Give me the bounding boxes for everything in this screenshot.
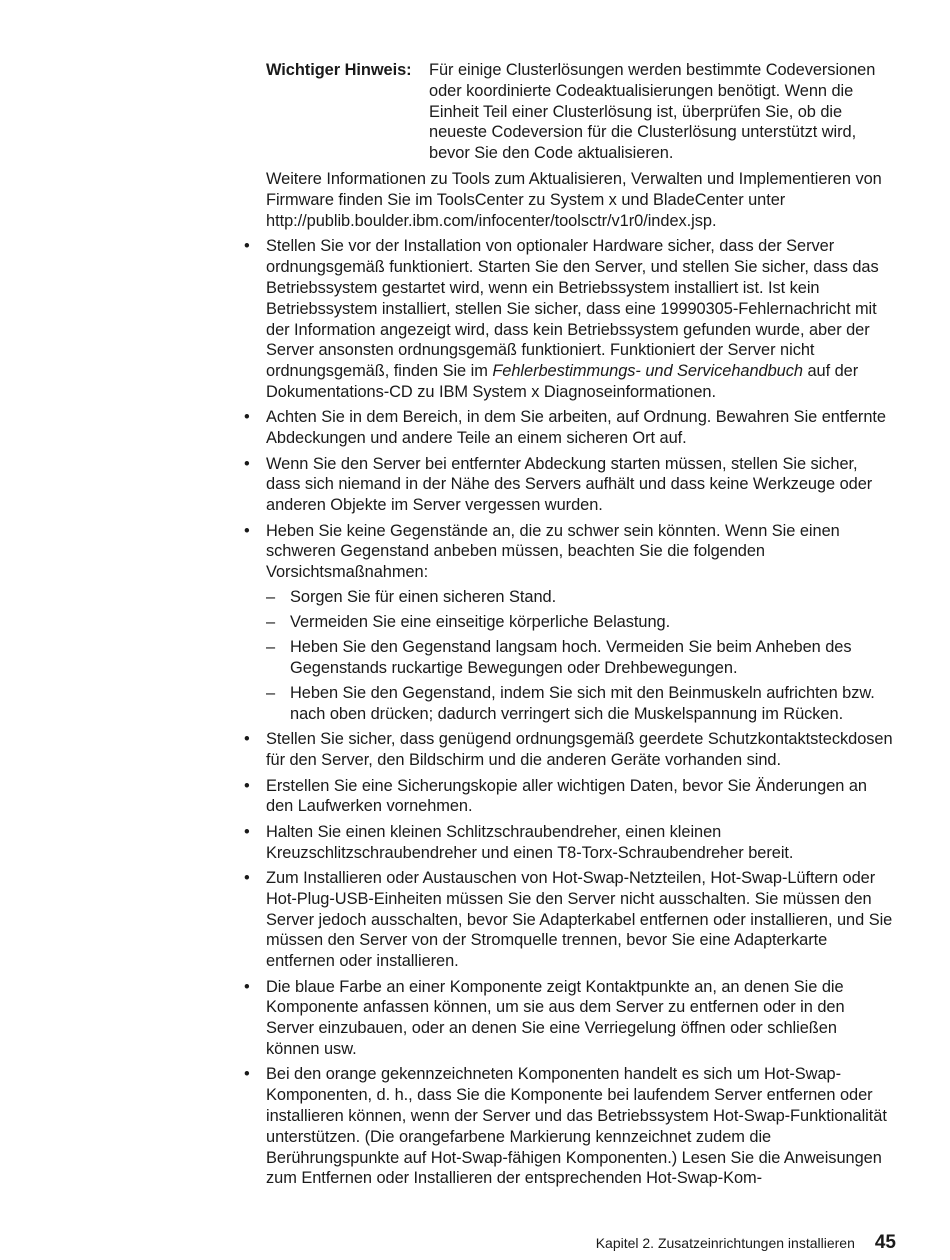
- list-item: • Stellen Sie sicher, dass genügend ordnungsgemäß geerdete Schutzkontaktsteckdosen für den Server, den Bildschirm und die anderen Geräte vorhanden sind.: [266, 729, 894, 771]
- page-body: [266, 60, 894, 1194]
- note-text: Für einige Clusterlösungen werden bestimmte Codeversionen oder koordinierte Codeaktualisierungen benötigt. Wenn die Einheit Teil einer Clusterlösung ist, überprüfen Sie, ob die neueste Codeversion für die Clusterlösung unterstützt wird, bevor Sie den Code aktualisieren.: [429, 61, 876, 163]
- sub-list-item: – Heben Sie den Gegenstand langsam hoch. Vermeiden Sie beim Anheben des Gegenstands ruckartige Bewegungen oder Drehbewegungen.: [290, 637, 894, 679]
- list-item: • Zum Installieren oder Austauschen von Hot-Swap-Netzteilen, Hot-Swap-Lüftern oder Hot-Plug-USB-Einheiten müssen Sie den Server nicht ausschalten. Sie müssen den Server jedoch ausschalten, bevor Sie Adapterkabel entfernen oder installieren, und Sie müssen den Server von der Stromquelle trennen, bevor Sie eine Adapterkarte entfernen oder installieren.: [266, 868, 894, 972]
- chapter-title: Kapitel 2. Zusatzeinrichtungen installieren: [595, 1235, 855, 1251]
- note-label: Wichtiger Hinweis:: [266, 61, 412, 79]
- sub-list-item: – Sorgen Sie für einen sicheren Stand.: [290, 587, 894, 608]
- item-text: Stellen Sie vor der Installation von optionaler Hardware sicher, dass der Server ordnungsgemäß funktioniert. Starten Sie den Server, und stellen Sie sicher, dass das Betriebssystem gestartet wird, wenn ein Betriebssystem installiert ist. Ist kein Betriebssystem installiert, stellen Sie sicher, dass eine 19990305-Fehlernachricht mit der Information angezeigt wird, dass kein Betriebssystem gefunden wurde, aber der Server ansonsten ordnungsgemäß funktioniert. Funktioniert der Server nicht ordnungsgemäß, finden Sie im: [266, 237, 879, 381]
- list-item: • Wenn Sie den Server bei entfernter Abdeckung starten müssen, stellen Sie sicher, dass sich niemand in der Nähe des Servers aufhält und dass keine Werkzeuge oder anderen Objekte im Server vergessen wurden.: [266, 454, 894, 516]
- sub-list-item: – Vermeiden Sie eine einseitige körperliche Belastung.: [290, 612, 894, 633]
- prerequisite-list: [266, 236, 894, 1189]
- page-number: 45: [874, 1232, 896, 1253]
- list-item: • Halten Sie einen kleinen Schlitzschraubendreher, einen kleinen Kreuzschlitzschraubendreher und einen T8-Torx-Schraubendreher bereit.: [266, 822, 894, 864]
- list-item: [266, 236, 894, 402]
- list-item: • Achten Sie in dem Bereich, in dem Sie arbeiten, auf Ordnung. Bewahren Sie entfernte Abdeckungen und andere Teile an einem sicheren Ort auf.: [266, 407, 894, 449]
- list-item: • Bei den orange gekennzeichneten Komponenten handelt es sich um Hot-Swap-Komponenten, d. h., dass Sie die Komponente bei laufendem Server entfernen oder installieren können, wenn der Server und das Betriebssystem Hot-Swap-Funktionalität unterstützen. (Die orangefarbene Markierung kennzeichnet zudem die Berührungspunkte auf Hot-Swap-fähigen Komponenten.) Lesen Sie die Anweisungen zum Entfernen oder Installieren der entsprechenden Hot-Swap-Kom-: [266, 1064, 894, 1189]
- item-text: Heben Sie keine Gegenstände an, die zu schwer sein könnten. Wenn Sie einen schweren Gegenstand anbeben müssen, beachten Sie die folgenden Vorsichtsmaßnahmen:: [266, 521, 840, 582]
- list-item: • Erstellen Sie eine Sicherungskopie aller wichtigen Daten, bevor Sie Änderungen an den Laufwerken vornehmen.: [266, 776, 894, 818]
- page-footer: [596, 1232, 896, 1254]
- important-note: [266, 60, 894, 164]
- sub-list-item: – Heben Sie den Gegenstand, indem Sie sich mit den Beinmuskeln aufrichten bzw. nach oben drücken; dadurch verringert sich die Muskelspannung im Rücken.: [290, 683, 894, 725]
- manual-title: Fehlerbestimmungs- und Servicehandbuch: [492, 362, 803, 381]
- lifting-precautions-list: [266, 587, 894, 725]
- item-text: auf der Dokumentations-CD zu IBM System x Diagnoseinformationen.: [266, 362, 859, 401]
- list-item: [266, 521, 894, 725]
- info-paragraph: Weitere Informationen zu Tools zum Aktualisieren, Verwalten und Implementieren von Firmware finden Sie im ToolsCenter zu System x und BladeCenter unter http://publib.boulder.ibm.com/infocenter/toolsctr/v1r0/index.jsp.: [266, 169, 882, 230]
- list-item: • Die blaue Farbe an einer Komponente zeigt Kontaktpunkte an, an denen Sie die Komponente anfassen können, um sie aus dem Server zu entfernen oder in den Server einzubauen, oder an denen Sie eine Verriegelung öffnen oder schließen können usw.: [266, 977, 894, 1060]
